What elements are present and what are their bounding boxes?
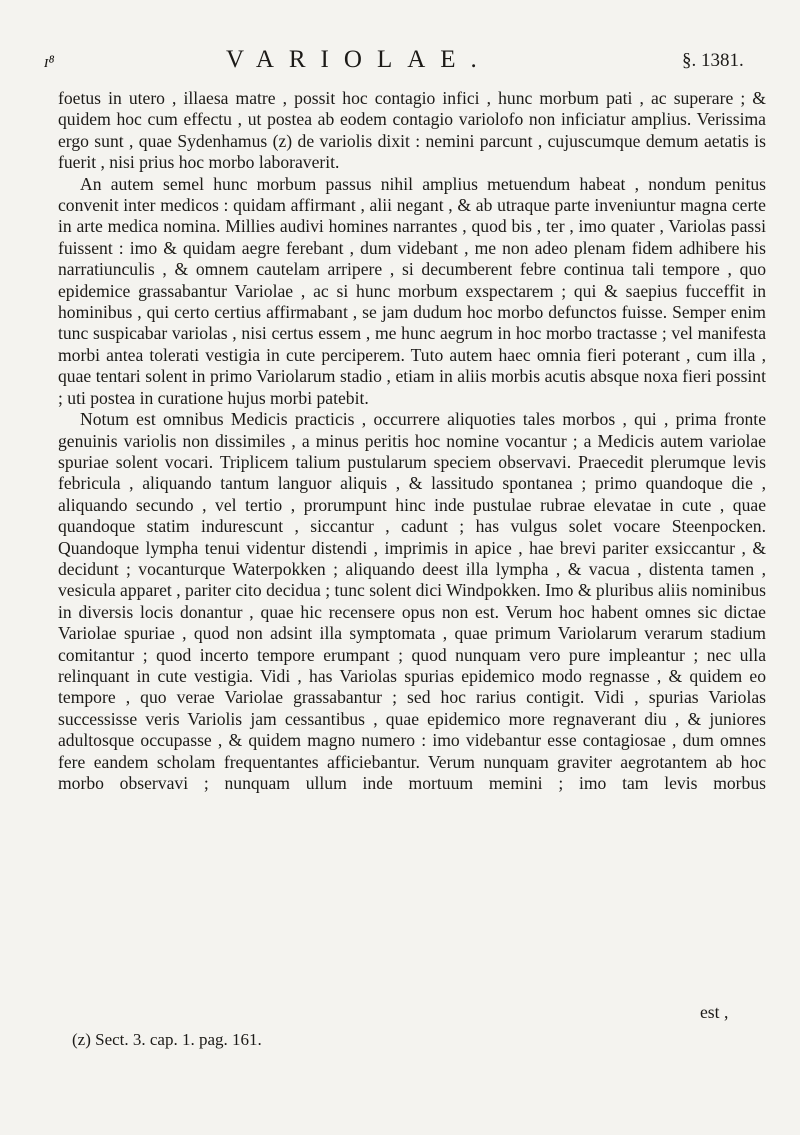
page-mark: ɪ⁸ bbox=[44, 52, 55, 71]
footnote: (z) Sect. 3. cap. 1. pag. 161. bbox=[72, 1030, 262, 1049]
running-header bbox=[0, 46, 800, 82]
paragraph-3: Notum est omnibus Medicis practicis , occurrere aliquoties tales morbos , qui , prima fronte genuinis variolis non dissimiles , a minus peritis hoc nomine vocantur ; a Medicis autem variolae spuriae solent vocari. Triplicem talium pustularum speciem observavi. Praecedit plerumque levis febricula , aliquando tantum languor aliquis , & lassitudo spontanea ; primo quandoque die , aliquando secundo , vel tertio , prorumpunt hinc inde pustulae rubrae elevatae in cute , quae quandoque statim indurescunt , siccantur , cadunt ; has vulgus solet vocare Steenpocken. Quandoque lympha tenui videntur distendi , imprimis in apice , hae brevi pariter exsiccantur , & decidunt ; vocanturque Waterpokken ; aliquando deest illa lympha , & vacua , distenta tamen , vesicula apparet , pariter cito decidua ; tunc solent dici Windpokken. Imo & pluribus aliis nominibus in diversis locis donantur , quae hic recensere opus non est. Verum hoc habent omnes sic dictae Variolae spuriae , quod non adsint illa symptomata , quae primum Variolarum verarum stadium comitantur ; quod incerto tempore erumpant ; quod nunquam vero pure impleantur ; nec ulla relinquant in cute vestigia. Vidi , has Variolas spurias epidemico modo regnasse , & quidem eo tempore , quo verae Variolae grassabantur ; sed hoc rarius contigit. Vidi , spurias Variolas successisse veris Variolis jam cessantibus , quae epidemico more regnaverant diu , & juniores adultosque occupasse , & quidem magno numero : imo videbantur esse contagiosae , dum omnes fere eandem scholam frequentantes afficiebantur. Verum nunquam graviter aegrotantem ab hoc morbo observavi ; nunquam ullum inde mortuum memini ; imo tam levis morbus bbox=[58, 409, 766, 793]
section-number: §. 1381. bbox=[682, 50, 744, 71]
body-text bbox=[58, 88, 766, 794]
paragraph-1: foetus in utero , illaesa matre , possit hoc contagio infici , hunc morbum pati , ac superare ; & quidem hoc cum effectu , ut postea ab eodem contagio variolofo non inficiatur amplius. Verissima ergo sunt , quae Sydenhamus (z) de variolis dixit : nemini parcunt , cujuscumque demum aetatis is fuerit , nisi prius hoc morbo laboraverit. bbox=[58, 88, 766, 173]
running-title: VARIOLAE. bbox=[226, 46, 492, 73]
catchword: est , bbox=[700, 1002, 729, 1022]
paragraph-2: An autem semel hunc morbum passus nihil amplius metuendum habeat , nondum penitus convenit inter medicos : quidam affirmant , alii negant , & ab utraque parte inveniuntur magna certe in arte medica nomina. Millies audivi homines narrantes , quod bis , ter , imo quater , Variolas passi fuissent : imo & quidam aegre ferebant , dum videbant , me non adeo plenam fidem adhibere his narratiunculis , & omnem cautelam arripere , si decumberent febre continua tali tempore , quo epidemice grassabantur Variolae , ac si hunc morbum exspectarem ; qui & saepius fucceffit in hominibus , qui certo certius affirmabant , se jam dudum hoc morbo defunctos fuisse. Semper enim tunc suspicabar variolas , nisi certus essem , me hunc aegrum in hoc morbo tractasse ; vel manifesta morbi antea tolerati vestigia in cute perciperem. Tuto autem haec omnia fieri poterant , cum illa , quae tentari solent in primo Variolarum stadio , etiam in aliis morbis acutis absque noxa fieri possint ; uti postea in curatione hujus morbi patebit. bbox=[58, 173, 766, 408]
